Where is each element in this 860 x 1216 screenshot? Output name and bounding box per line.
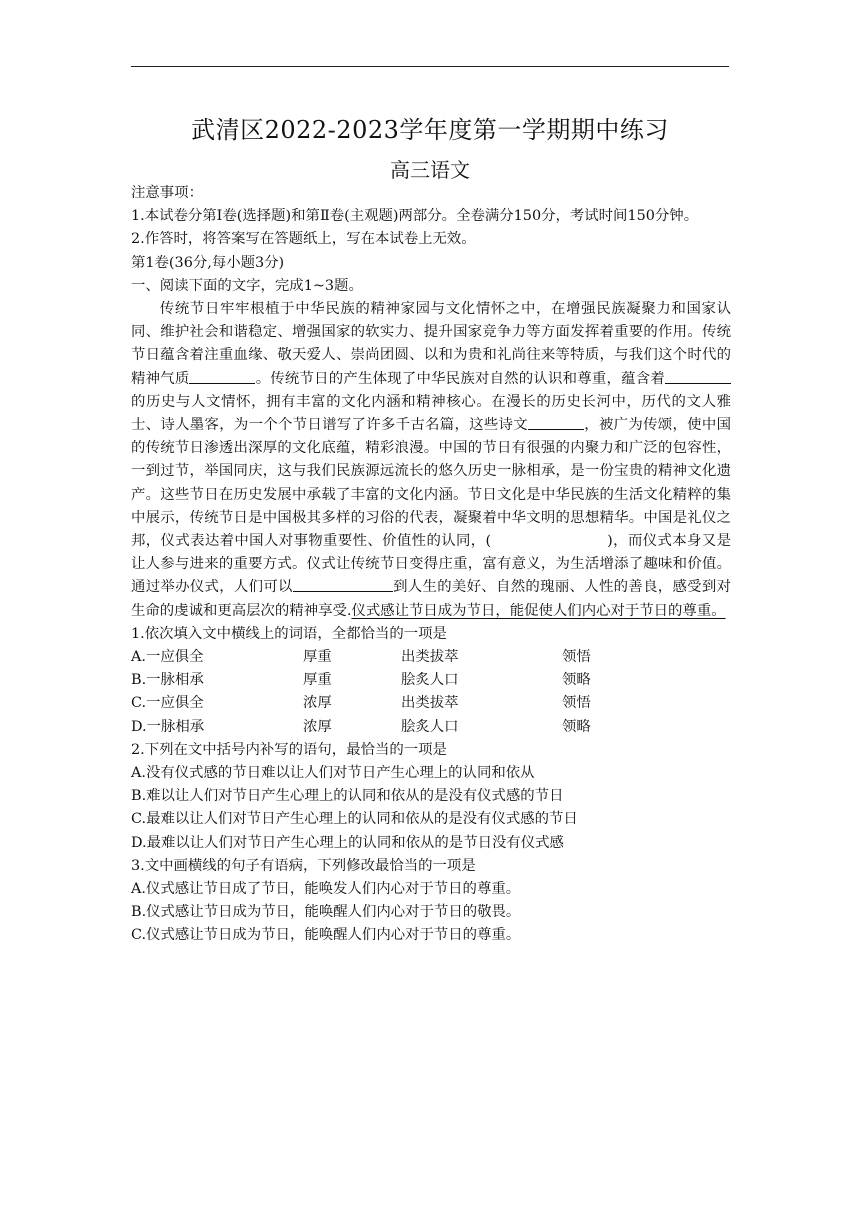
option-cell: D.一脉相承 [131,718,205,735]
blank-2 [665,368,731,384]
notes-heading: 注意事项： [131,185,203,201]
question-1-option-d [131,716,731,739]
section-label: 第1卷(36分,每小题3分) [131,254,285,271]
passage-text-2: 。传统节日的产生体现了中华民族对自然的认识和尊重，蕴含着 [255,370,665,387]
option-cell: 浓厚 [303,695,332,712]
section-instruction: 一、阅读下面的文字，完成1~3题。 [131,277,363,294]
option-cell: 脍炙人口 [401,718,459,735]
question-1-stem: 1.依次填入文中横线上的词语，全都恰当的一项是 [131,625,447,642]
blank-4 [293,576,393,592]
question-3-option-a: A.仪式感让节日成了节日，能唤发人们内心对于节日的尊重。 [131,881,521,898]
option-cell: 厚重 [303,649,332,666]
paren-close: ) [607,533,613,550]
option-cell: A.一应俱全 [131,649,204,666]
option-cell: 浓厚 [303,718,332,735]
question-2-option-b: B.难以让人们对节日产生心理上的认同和依从的是没有仪式感的节日 [131,788,564,805]
passage-text-1: 传统节日牢牢根植于中华民族的精神家园与文化情怀之中，在增强民族凝聚力和国家认同、维护社会和谐稳定、增强国家的软实力、提升国家竞争力等方面发挥着重要的作用。传统节日蕴含着注重血缘、敬天爱人、崇尚团圆、以和为贵和礼尚往来等特质，与我们这个时代的精神气质 [131,301,731,387]
passage-text-4: ，被广为传颂，使中国的传统节日渗透出深厚的文化底蕴，精彩浪漫。中国的节日有很强的内聚力和广泛的包容性，一到过节，举国同庆，这与我们民族源远流长的悠久历史一脉相承，是一份宝贵的精神文化遗产。这些节日在历史发展中承载了丰富的文化内涵。节日文化是中华民族的生活文化精粹的集中展示，传统节日是中国极其多样的习俗的代表，凝聚着中华文明的思想精华。中国是礼仪之邦，仪式表达着中国人对事物重要性、价值性的认同， [131,417,731,550]
option-cell: 出类拔萃 [401,649,459,666]
option-cell: 领略 [562,672,591,689]
question-2-option-d: D.最难以让人们对节日产生心理上的认同和依从的是节日没有仪式感 [131,834,564,851]
option-cell: 领略 [562,718,591,735]
blank-3 [528,414,584,430]
passage-text-5: ，而仪式本身又是让人参与进来的重要方式。仪式让传统节日变得庄重，富有意义，为生活增添了趣味和价值。通过举办仪式，人们可以 [131,533,731,596]
option-cell: 厚重 [303,672,332,689]
option-cell: 领悟 [562,695,591,712]
option-cell: 出类拔萃 [401,695,459,712]
question-2-option-a: A.没有仪式感的节日难以让人们对节日产生心理上的认同和依从 [131,765,535,782]
question-3-option-b: B.仪式感让节日成为节日，能唤醒人们内心对于节日的敬畏。 [131,904,521,921]
passage-text-6: 到人生的美好、自然的瑰丽、人性的善良，感受到对生命的虔诚和更高层次的精神享受. [131,579,731,619]
passage-text-3: 的历史与人文情怀，拥有丰富的文化内涵和精神核心。在漫长的历史长河中，历代的文人雅士、诗人墨客，为一个个节日谱写了许多千古名篇，这些诗文 [131,393,731,434]
exam-title: 武清区2022-2023学年度第一学期期中练习 [191,116,669,144]
question-1-option-a [131,646,731,669]
header-rule [131,66,729,67]
notes-item-2: 2.作答时，将答案写在答题纸上，写在本试卷上无效。 [131,231,476,248]
underlined-sentence: 仪式感让节日成为节日，能促使人们内心对于节日的尊重。 [351,602,726,619]
question-2-stem: 2.下列在文中括号内补写的语句，最恰当的一项是 [131,741,447,758]
question-3-stem: 3.文中画横线的句子有语病，下列修改最恰当的一项是 [131,857,476,874]
option-cell: B.一脉相承 [131,672,204,689]
question-1-option-c [131,692,731,715]
question-2-option-c: C.最难以让人们对节日产生心理上的认同和依从的是没有仪式感的节日 [131,811,578,828]
option-cell: 领悟 [562,649,591,666]
notes-item-1: 1.本试卷分第Ⅰ卷(选择题)和第Ⅱ卷(主观题)两部分。全卷满分150分，考试时间150分钟。 [131,208,699,225]
question-3-option-c: C.仪式感让节日成为节日，能唤醒人们内心对于节日的尊重。 [131,927,521,944]
option-cell: C.一应俱全 [131,695,204,712]
paren-open: ( [485,533,492,550]
reading-passage [131,298,731,623]
blank-1 [189,368,255,384]
option-cell: 脍炙人口 [401,672,459,689]
question-1-option-b [131,669,731,692]
exam-subtitle: 高三语文 [390,158,470,182]
exam-content [131,182,731,948]
